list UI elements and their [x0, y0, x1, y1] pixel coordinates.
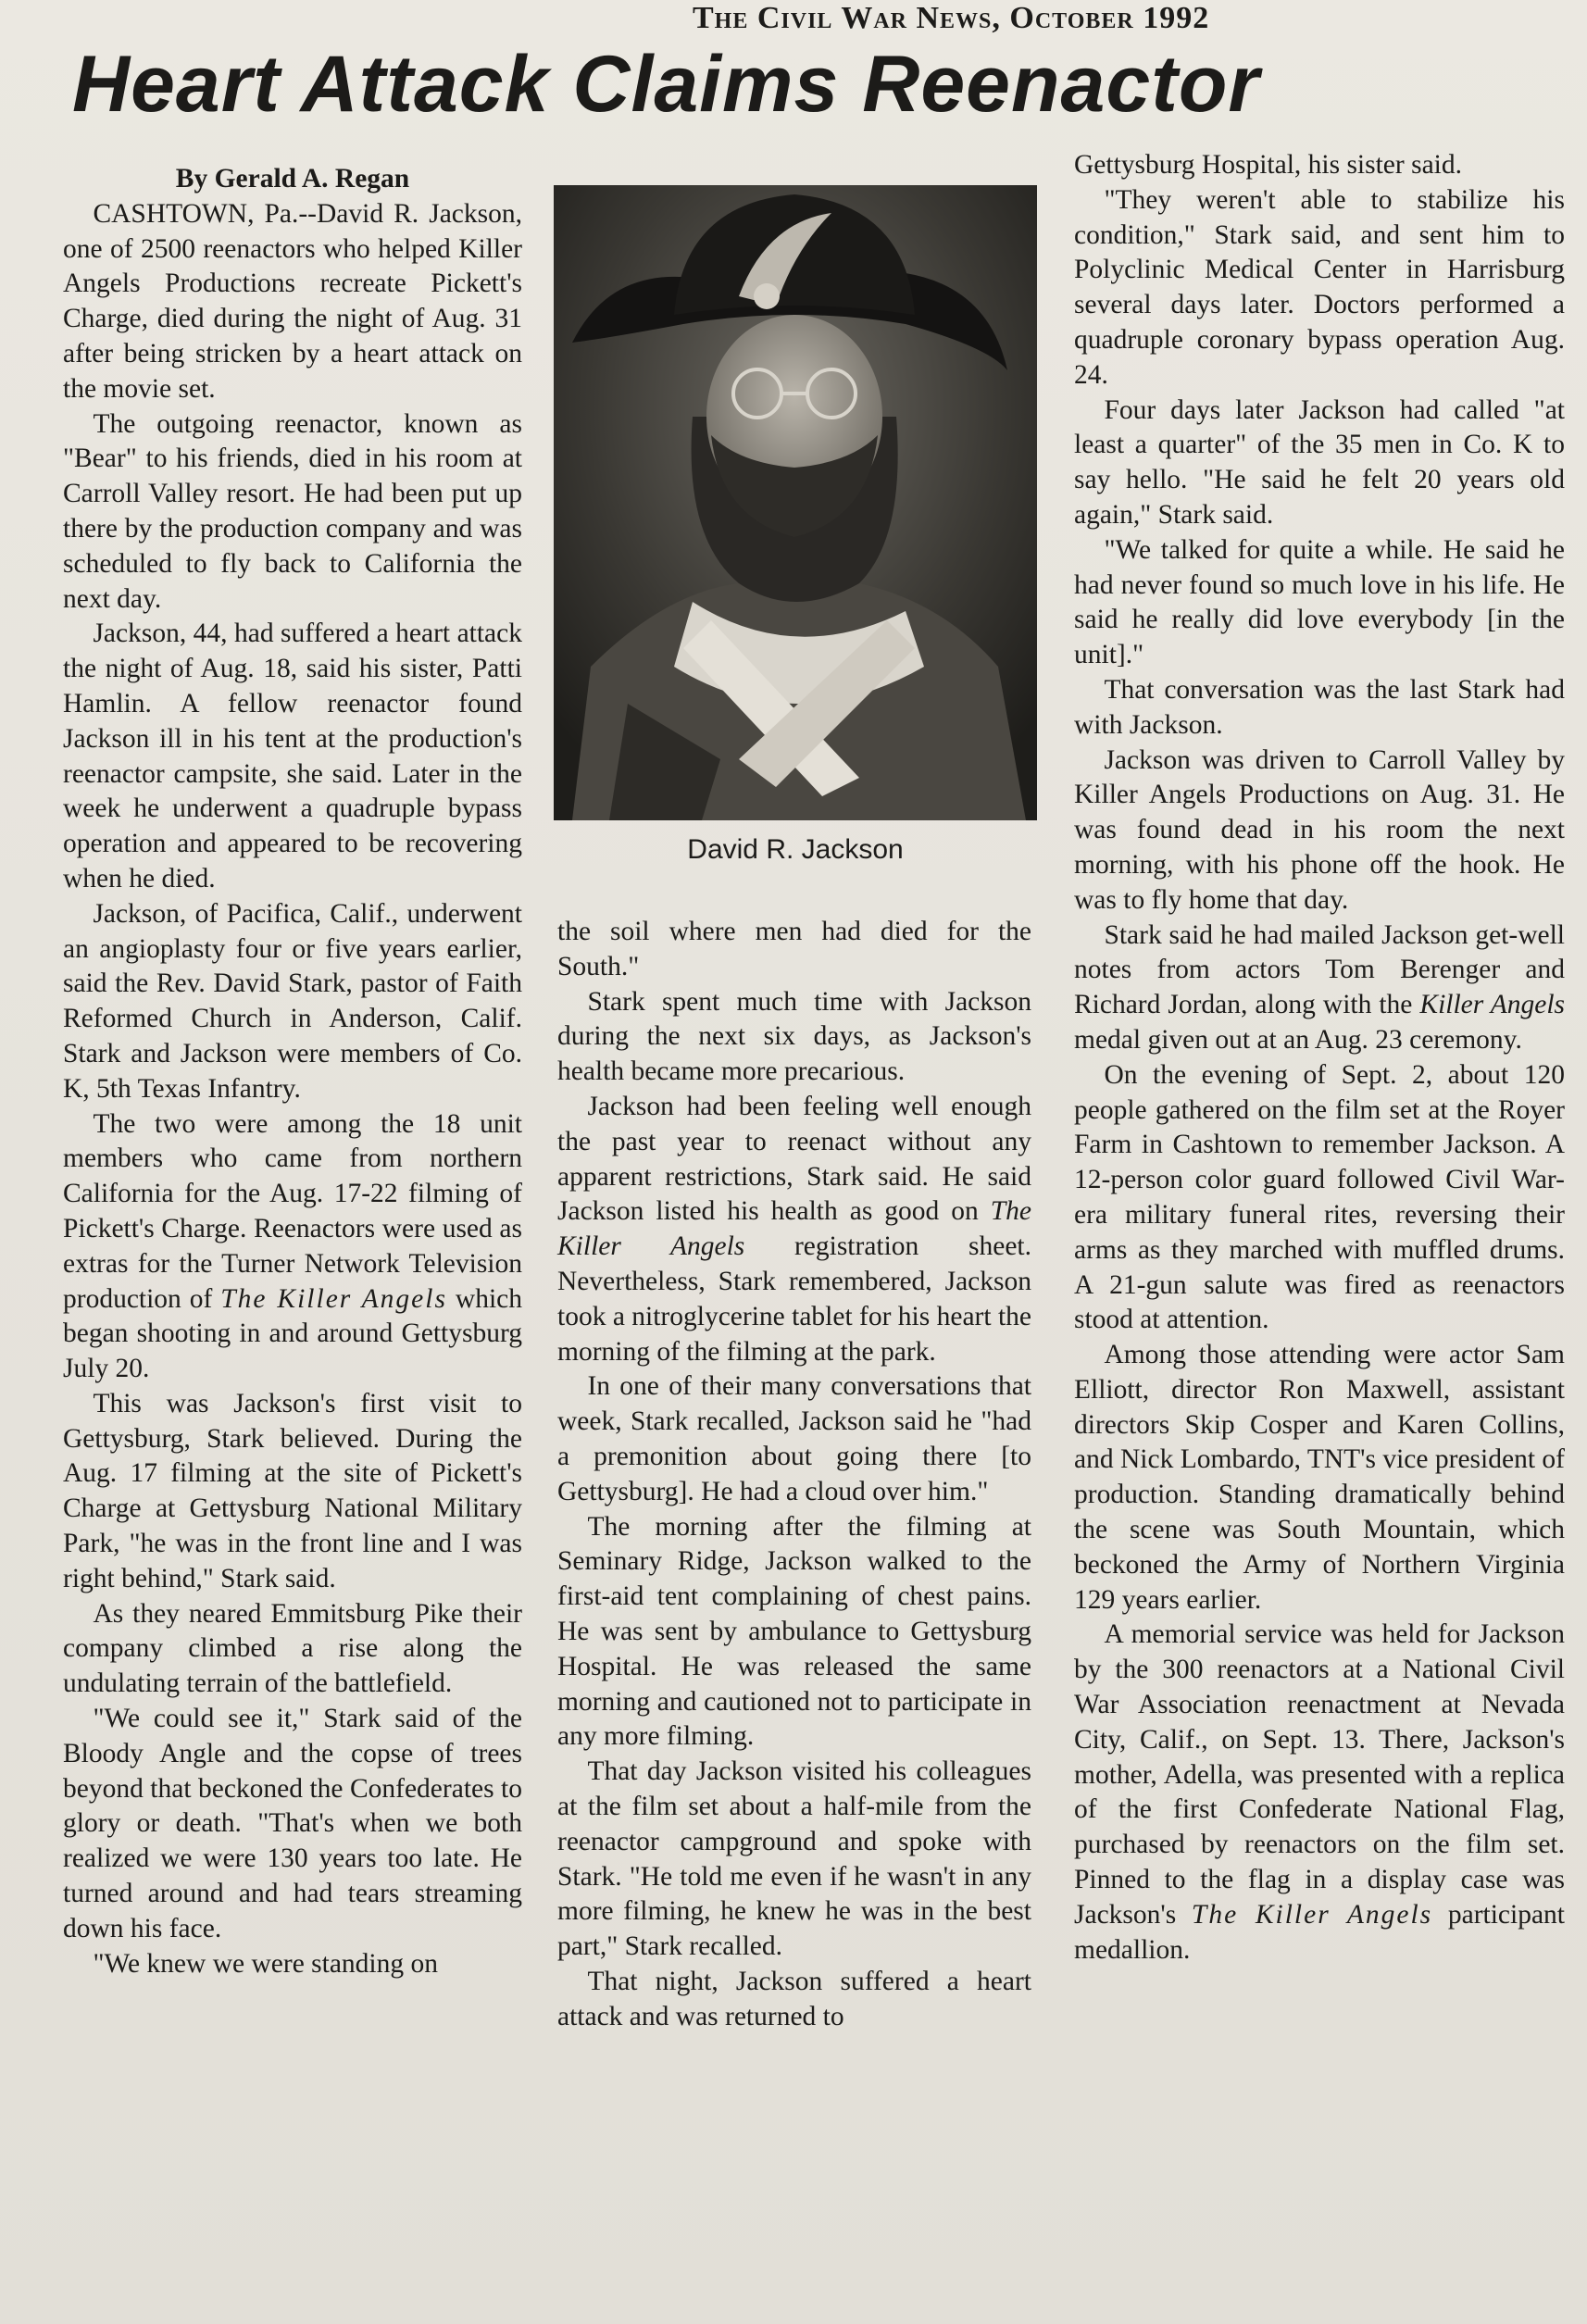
paragraph: As they neared Emmitsburg Pike their company climbed a rise along the undulating terrain of the battlefield.	[63, 1598, 522, 1699]
paragraph: Jackson, of Pacifica, Calif., underwent an angioplasty four or five years earlier, said the Rev. David Stark, pastor of Faith Reformed Church in Anderson, Calif. Stark and Jackson were members of Co. K, 5th Texas Infantry.	[63, 898, 522, 1104]
paragraph: Among those attending were actor Sam Elliott, director Ron Maxwell, assistant directors Skip Cosper and Karen Collins, and Nick Lombardo, TNT's vice president of production. Standing dramatically behind the scene was South Mountain, which beckoned the Army of Northern Virginia 129 years earlier.	[1074, 1340, 1565, 1615]
paragraph: the soil where men had died for the South."	[557, 917, 1031, 981]
film-title: The Killer Angels	[557, 1196, 1031, 1262]
reenactor-portrait-image	[554, 185, 1037, 820]
paragraph: Gettysburg Hospital, his sister said.	[1074, 150, 1462, 180]
article-column-1	[63, 162, 522, 1981]
paragraph: "We knew we were standing on	[93, 1948, 439, 1979]
paragraph: "They weren't able to stabilize his condition," Stark said, and sent him to Polyclinic Medical Center in Harrisburg several days later. Doctors performed a quadruple coronary bypass operation Aug. 24.	[1074, 184, 1565, 390]
paragraph: Four days later Jackson had called "at least a quarter" of the 35 men in Co. K to say hello. "He said he felt 20 years old again," Stark said.	[1074, 394, 1565, 530]
paragraph: This was Jackson's first visit to Gettysburg, Stark believed. During the Aug. 17 filming at the site of Pickett's Charge at Gettysburg National Military Park, "he was in the front line and I was right behind," Stark said.	[63, 1388, 522, 1593]
paragraph: Jackson had been feeling well enough the past year to reenact without any apparent restrictions, Stark said. He said Jackson listed his health as good on The Killer Angels registration sheet. Nevertheless, Stark remembered, Jackson took a nitroglycerine tablet for his heart the morning of the filming at the park.	[557, 1091, 1031, 1367]
paragraph: That conversation was the last Stark had with Jackson.	[1074, 674, 1565, 740]
paragraph: The two were among the 18 unit members who came from northern California for the Aug. 17-22 filming of Pickett's Charge. Reenactors were used as extras for the Turner Network Television production of The Killer Angels which began shooting in and around Gettysburg July 20.	[63, 1108, 522, 1384]
paragraph: A memorial service was held for Jackson by the 300 reenactors at a National Civil War Association reenactment at Nevada City, Calif., on Sept. 13. There, Jackson's mother, Adella, was presented with a replica of the first Confederate National Flag, purchased by reenactors on the film set. Pinned to the flag in a display case was Jackson's The Killer Angels participant medallion.	[1074, 1619, 1565, 1965]
film-title: The Killer Angels	[220, 1283, 447, 1314]
film-title: The Killer Angels	[1191, 1899, 1433, 1930]
article-column-2	[557, 915, 1031, 2035]
article-column-3	[1074, 148, 1565, 1968]
paragraph: That day Jackson visited his colleagues at the film set about a half-mile from the reenactor campground and spoke with Stark. "He told me even if he wasn't in any more filming, he knew he was in the best part," Stark recalled.	[557, 1756, 1031, 1962]
masthead: The Civil War News, October 1992	[693, 1, 1210, 35]
byline: By Gerald A. Regan	[175, 164, 410, 194]
headline: Heart Attack Claims Reenactor	[72, 40, 1260, 129]
paragraph: On the evening of Sept. 2, about 120 people gathered on the film set at the Royer Farm in Cashtown to remember Jackson. A 12-person color guard followed Civil War-era military funeral rites, reversing their arms as they marched with muffled drums. A 21-gun salute was fired as reenactors stood at attention.	[1074, 1059, 1565, 1335]
film-title: Killer Angels	[1419, 990, 1565, 1020]
paragraph: Jackson, 44, had suffered a heart attack the night of Aug. 18, said his sister, Patti Hamlin. A fellow reenactor found Jackson ill in his tent at the production's reenactor campsite, she said. Later in the week he underwent a quadruple bypass operation and appeared to be recovering when he died.	[63, 618, 522, 893]
paragraph: In one of their many conversations that week, Stark recalled, Jackson said he "had a premonition about going there [to Gettysburg]. He had a cloud over him."	[557, 1371, 1031, 1506]
paragraph: "We talked for quite a while. He said he had never found so much love in his life. He said he really did love everybody [in the unit]."	[1074, 534, 1565, 670]
paragraph: The morning after the filming at Seminary Ridge, Jackson walked to the first-aid tent complaining of chest pains. He was sent by ambulance to Gettysburg Hospital. He was released the same morning and cautioned not to participate in any more filming.	[557, 1511, 1031, 1752]
photo-caption: David R. Jackson	[687, 834, 904, 865]
paragraph: The outgoing reenactor, known as "Bear" to his friends, died in his room at Carroll Valley resort. He had been put up there by the production company and was scheduled to fly back to California the next day.	[63, 408, 522, 614]
paragraph: Jackson was driven to Carroll Valley by Killer Angels Productions on Aug. 31. He was found dead in his room the next morning, with his phone off the hook. He was to fly home that day.	[1074, 744, 1565, 915]
paragraph: CASHTOWN, Pa.--David R. Jackson, one of 2500 reenactors who helped Killer Angels Productions recreate Pickett's Charge, died during the night of Aug. 31 after being stricken by a heart attack on the movie set.	[63, 198, 522, 404]
portrait-photo	[554, 185, 1037, 820]
paragraph: Stark said he had mailed Jackson get-well notes from actors Tom Berenger and Richard Jordan, along with the Killer Angels medal given out at an Aug. 23 ceremony.	[1074, 919, 1565, 1055]
paragraph: "We could see it," Stark said of the Bloody Angle and the copse of trees beyond that beckoned the Confederates to glory or death. "That's when we both realized we were 130 years too late. He turned around and had tears streaming down his face.	[63, 1704, 522, 1943]
paragraph: That night, Jackson suffered a heart attack and was returned to	[557, 1966, 1031, 2031]
paragraph: Stark spent much time with Jackson during the next six days, as Jackson's health became more precarious.	[557, 986, 1031, 1087]
